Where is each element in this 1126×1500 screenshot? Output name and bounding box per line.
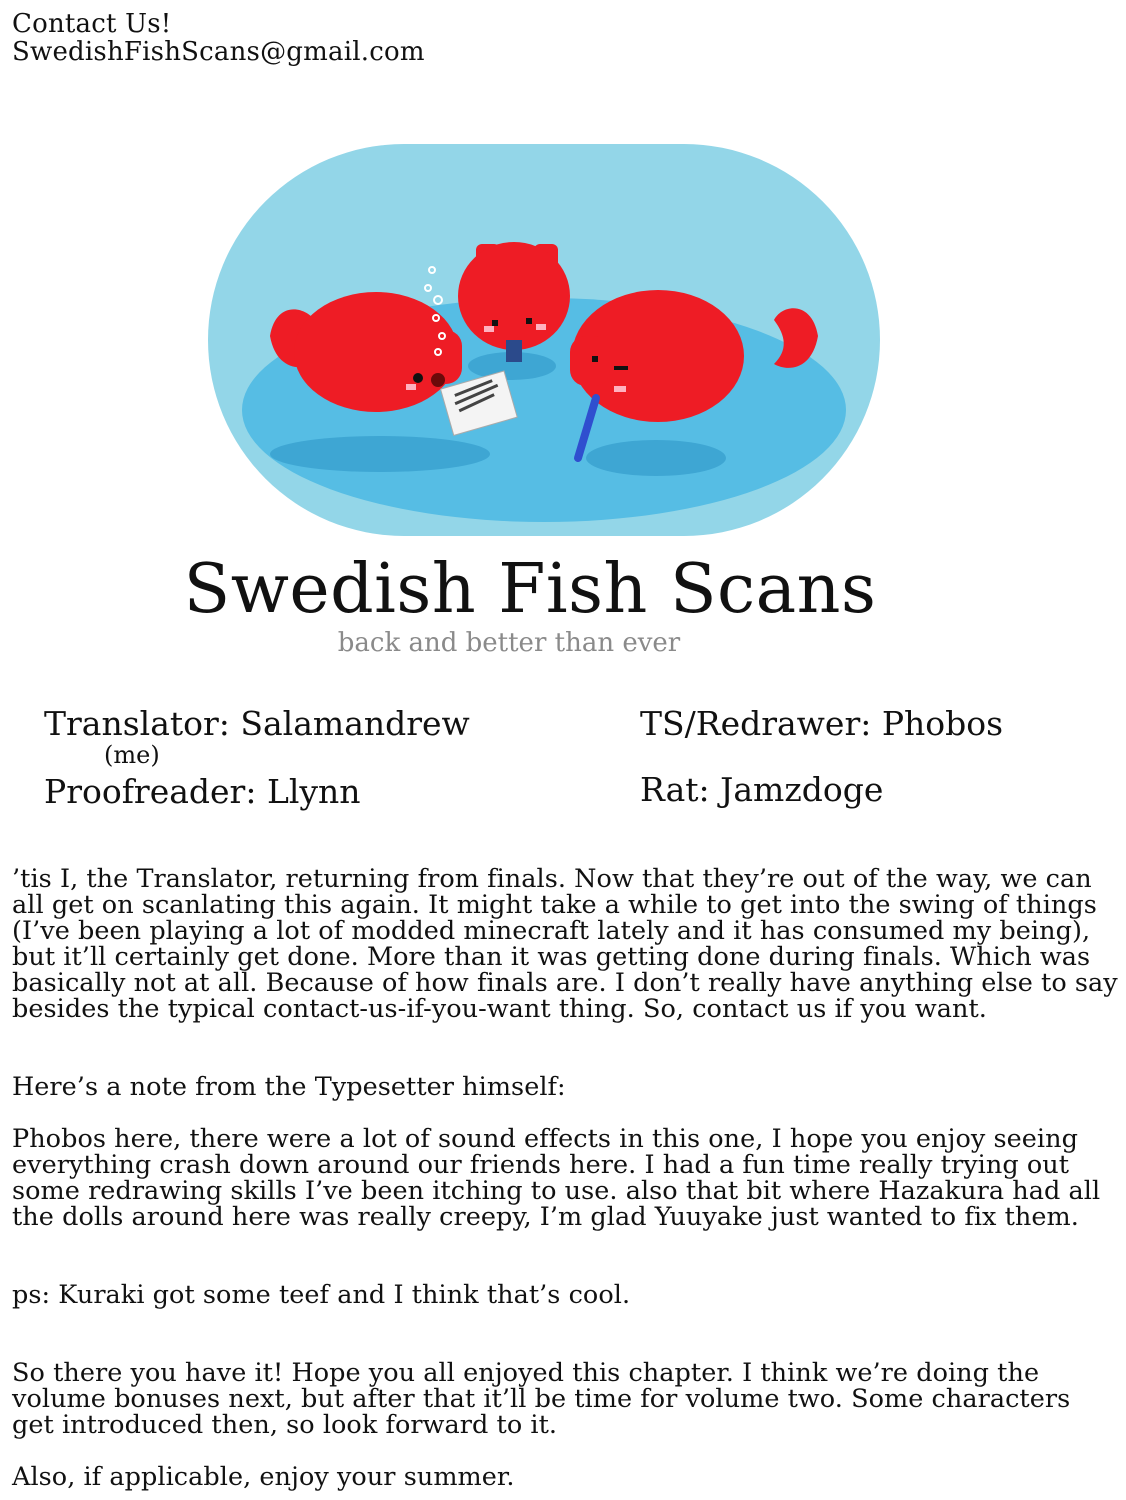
credit-proofreader: Proofreader: Llynn	[44, 772, 361, 811]
site-title: Swedish Fish Scans	[183, 550, 877, 629]
note-paragraph-4: ps: Kuraki got some teef and I think that’s cool.	[12, 1280, 631, 1310]
note-paragraph-3: Phobos here, there were a lot of sound effects in this one, I hope you enjoy seeing everything crash down around our friends here. I had a fun time really trying out some redrawing skills I’ve been itching to use. also that bit where Hazakura had all the dolls around here was really creepy, I’m glad Yuuyake just wanted to fix them.	[12, 1124, 1101, 1232]
credit-typesetter: TS/Redrawer: Phobos	[640, 704, 1004, 743]
note-paragraph-1: ’tis I, the Translator, returning from finals. Now that they’re out of the way, we can all get on scanlating this again. It might take a while to get into the swing of things (I’ve been playing a lot of modded minecraft lately and it has consumed my being), but it’ll certainly get done. More than it was getting done during finals. Which was basically not at all. Because of how finals are. I don’t really have anything else to say besides the typical contact-us-if-you-want thing. So, contact us if you want.	[12, 864, 1118, 1024]
note-paragraph-6: Also, if applicable, enjoy your summer.	[12, 1462, 515, 1492]
note-paragraph-2: Here’s a note from the Typesetter himself:	[12, 1072, 566, 1102]
ink-bottle	[506, 340, 522, 362]
site-subtitle: back and better than ever	[337, 628, 681, 658]
swedish-fish-illustration	[206, 140, 882, 540]
contact-heading: Contact Us!	[12, 9, 172, 39]
note-paragraph-5: So there you have it! Hope you all enjoyed this chapter. I think we’re doing the volume bonuses next, but after that it’ll be time for volume two. Some characters get introduced then, so look forward to it.	[12, 1358, 1071, 1440]
credit-translator: Translator: Salamandrew	[44, 704, 470, 743]
middle-fish	[458, 242, 570, 350]
left-fish-eye	[413, 373, 423, 383]
contact-email: SwedishFishScans@gmail.com	[12, 37, 425, 67]
contact-block	[12, 10, 425, 66]
credit-rat: Rat: Jamzdoge	[640, 770, 884, 809]
left-fish-mouth	[431, 373, 445, 387]
credit-translator-note: (me)	[104, 741, 160, 769]
